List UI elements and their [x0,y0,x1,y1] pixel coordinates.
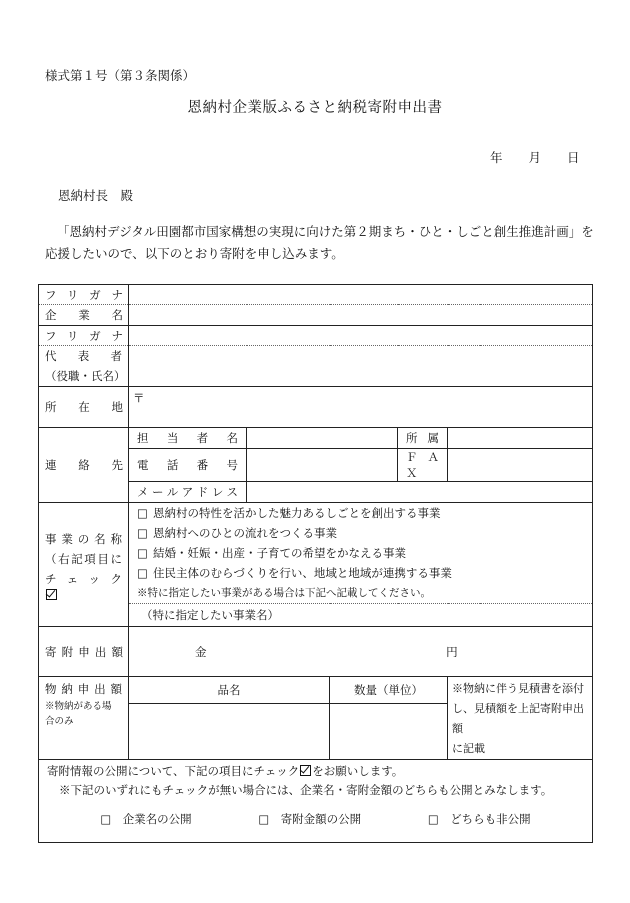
project-option-2[interactable]: □ 恩納村へのひとの流れをつくる事業 [137,523,584,543]
representative-label: 代表者 （役職・氏名） [39,346,129,387]
company-name-field[interactable] [129,305,593,326]
disclosure-note: ※下記のいずれにもチェックが無い場合には、企業名・寄附金額のどちらも公開とみなします。 [59,783,553,797]
phone-field[interactable] [247,449,398,482]
email-label: メールアドレス [129,482,247,503]
company-name-label: 企業名 [39,305,129,326]
date-day[interactable]: 日 [567,150,580,165]
project-option-1[interactable]: □ 恩納村の特性を活かした魅力あるしごとを創出する事業 [137,503,584,523]
checkbox-icon[interactable]: □ [137,506,148,520]
intro-text: 「恩納村デジタル田園都市国家構想の実現に向けた第２期まち・ひと・しごと創生推進計画」を応援したいので、以下のとおり寄附を申し込みます。 [45,224,594,261]
project-name-label: 事業の名称 （右記項目に チェック [39,503,129,627]
checkbox-icon[interactable]: □ [258,812,270,826]
application-form [38,284,593,843]
address-label: 所在地 [39,387,129,428]
project-note: ※特に指定したい事業がある場合は下記へ記載してください。 [137,587,431,599]
furigana-label: フリガナ [39,285,129,305]
address-field[interactable] [129,387,593,428]
specified-project-field[interactable] [129,604,593,627]
checkbox-icon[interactable]: □ [137,526,148,540]
disclosure-section [39,760,593,843]
item-name-header: 品名 [129,677,330,704]
option-company-name[interactable]: □ 企業名の公開 [100,812,192,826]
project-option-3[interactable]: □ 結婚・妊娠・出産・子育ての希望をかなえる事業 [137,543,584,563]
contact-label: 連絡先 [39,428,129,503]
option-both-private[interactable]: □ どちらも非公開 [427,812,531,826]
date-month[interactable]: 月 [528,150,542,165]
checkbox-icon[interactable]: □ [100,812,112,826]
quote-note: ※物納に伴う見積書を添付 し、見積額を上記寄附申出額 に記載 [448,677,593,760]
fax-label: ＦＡＸ [398,449,448,482]
amount-suffix: 円 [446,644,458,659]
check-mark-icon [300,765,311,776]
form-number: 様式第１号（第３条関係） [45,68,196,83]
project-option-4[interactable]: □ 住民主体のむらづくりを行い、地域と地域が連携する事業 [137,563,584,583]
furigana-field[interactable] [129,285,593,305]
representative-furigana-label: フリガナ [39,326,129,346]
phone-label: 電話番号 [129,449,247,482]
quantity-field[interactable] [330,704,448,760]
email-field[interactable] [247,482,593,503]
fax-field[interactable] [448,449,593,482]
person-in-charge-label: 担当者名 [129,428,247,449]
specified-project-label: （特に指定したい事業名） [141,608,279,622]
amount-prefix: 金 [195,644,207,659]
quantity-header: 数量（単位） [330,677,448,704]
donation-amount-field[interactable] [129,627,593,677]
document-title: 恩納村企業版ふるさと納税寄附申出書 [187,100,443,116]
in-kind-label: 物納申出額 ※物納がある場 合のみ [39,677,129,760]
person-in-charge-field[interactable] [247,428,398,449]
disclosure-options [47,810,584,829]
department-field[interactable] [448,428,593,449]
item-name-field[interactable] [129,704,330,760]
date-line [490,148,580,166]
check-mark-icon [46,589,57,600]
donation-amount-label: 寄附申出額 [39,627,129,677]
representative-furigana-field[interactable] [129,326,593,346]
postal-mark: 〒 [133,391,145,405]
checkbox-icon[interactable]: □ [427,812,439,826]
disclosure-instruction: 寄附情報の公開について、下記の項目にチェック をお願いします。 [47,764,404,778]
department-label: 所属 [398,428,448,449]
date-year[interactable]: 年 [490,150,503,165]
representative-field[interactable] [129,346,593,387]
checkbox-icon[interactable]: □ [137,546,148,560]
option-donation-amount[interactable]: □ 寄附金額の公開 [258,812,362,826]
project-checklist [129,503,593,604]
addressee: 恩納村長 殿 [58,188,134,203]
checkbox-icon[interactable]: □ [137,566,148,580]
